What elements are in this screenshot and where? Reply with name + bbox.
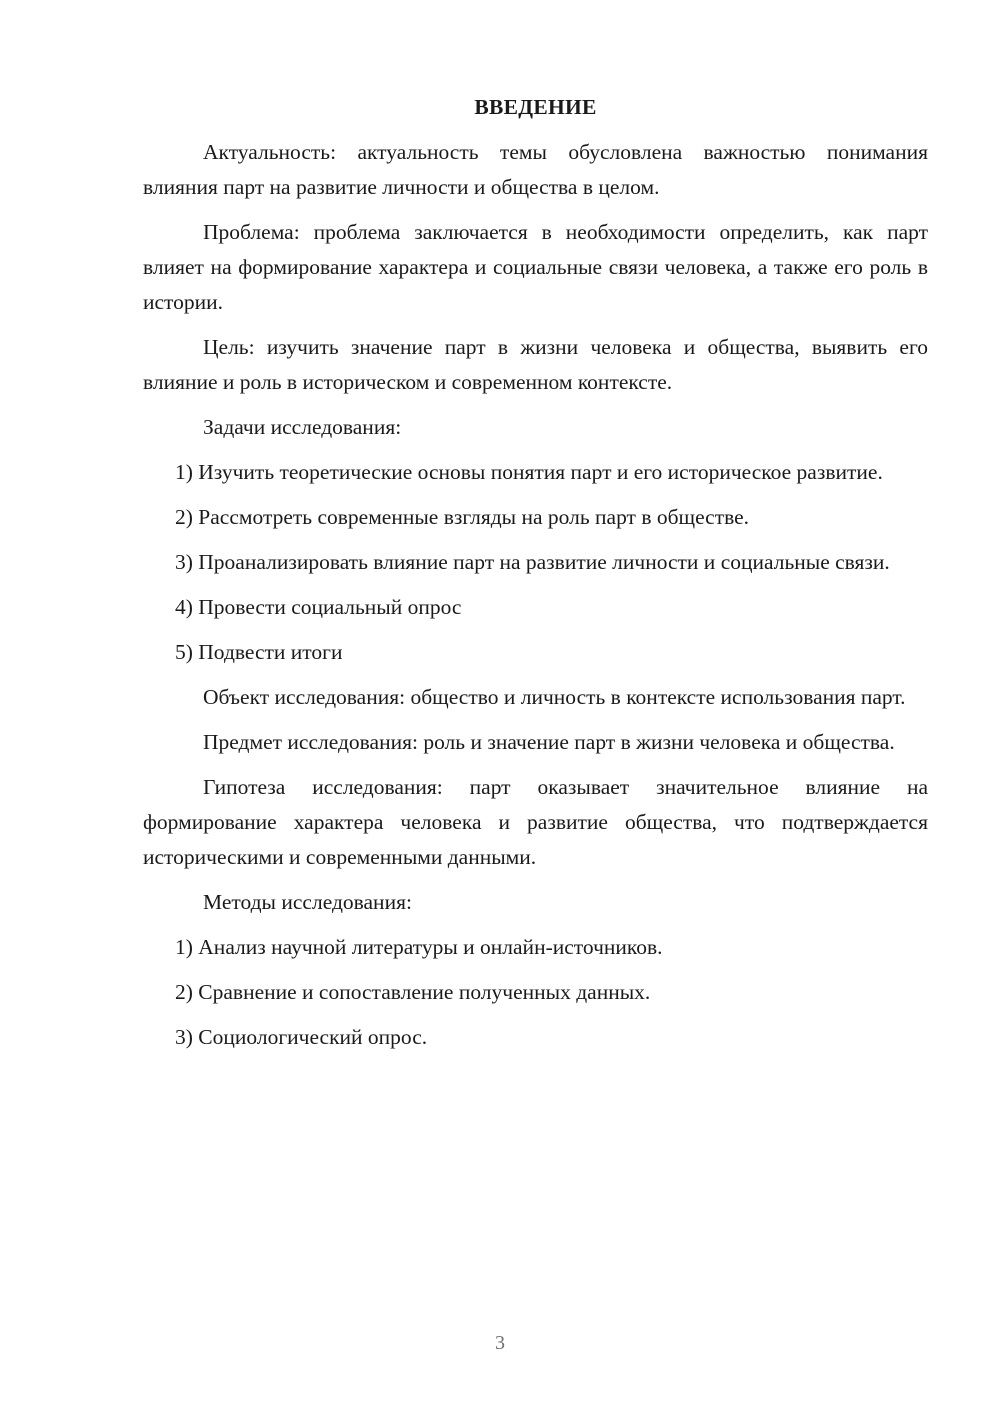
task-item-4: 4) Провести социальный опрос	[175, 595, 462, 619]
method-item-1: 1) Анализ научной литературы и онлайн-источников.	[175, 935, 663, 959]
goal-paragraph: Цель: изучить значение парт в жизни человека и общества, выявить его влияние и роль в историческом и современном контексте.	[143, 335, 928, 394]
relevance-paragraph: Актуальность: актуальность темы обусловлена важностью понимания влияния парт на развитие личности и общества в целом.	[143, 140, 928, 199]
task-item-2: 2) Рассмотреть современные взгляды на роль парт в обществе.	[175, 505, 750, 529]
document-page	[143, 90, 928, 1065]
task-item-3: 3) Проанализировать влияние парт на развитие личности и социальные связи.	[175, 550, 890, 574]
tasks-heading: Задачи исследования:	[203, 415, 402, 439]
method-item-3: 3) Социологический опрос.	[175, 1025, 428, 1049]
object-paragraph: Объект исследования: общество и личность в контексте использования парт.	[203, 685, 906, 709]
task-item-1: 1) Изучить теоретические основы понятия парт и его историческое развитие.	[175, 460, 883, 484]
methods-heading: Методы исследования:	[203, 890, 412, 914]
subject-paragraph: Предмет исследования: роль и значение парт в жизни человека и общества.	[203, 730, 895, 754]
task-item-5: 5) Подвести итоги	[175, 640, 343, 664]
document-title: ВВЕДЕНИЕ	[474, 95, 597, 119]
method-item-2: 2) Сравнение и сопоставление полученных данных.	[175, 980, 651, 1004]
page-number: 3	[495, 1332, 505, 1354]
hypothesis-paragraph: Гипотеза исследования: парт оказывает значительное влияние на формирование характера человека и развитие общества, что подтверждается историческими и современными данными.	[143, 775, 928, 869]
problem-paragraph: Проблема: проблема заключается в необходимости определить, как парт влияет на формирование характера и социальные связи человека, а также его роль в истории.	[143, 220, 928, 314]
